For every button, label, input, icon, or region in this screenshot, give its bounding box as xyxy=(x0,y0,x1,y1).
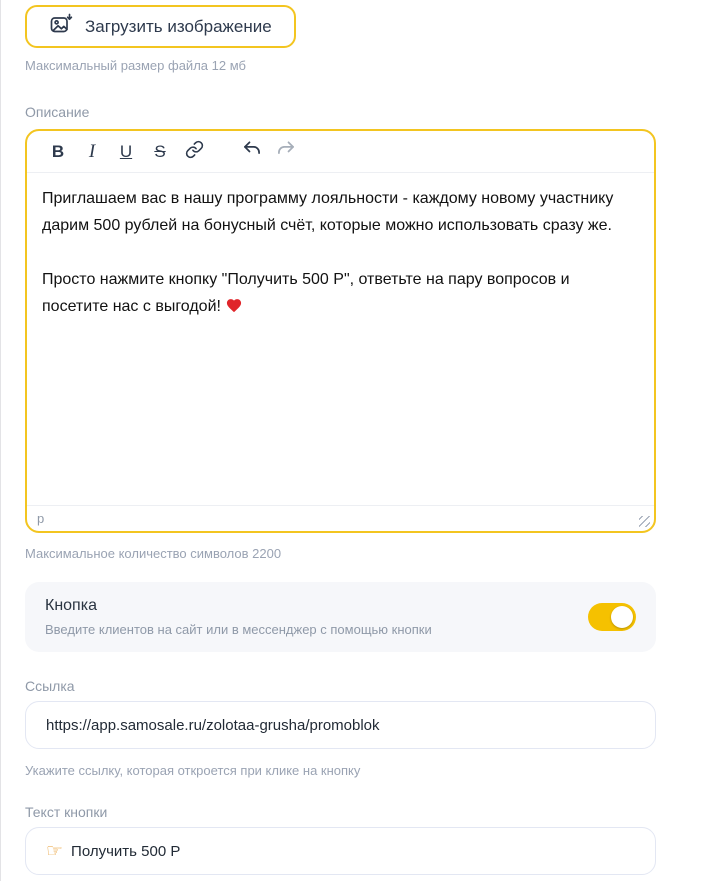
editor-toolbar xyxy=(27,131,654,173)
card-title: Кнопка xyxy=(45,597,97,614)
link-icon xyxy=(185,140,204,164)
link-input[interactable] xyxy=(25,701,656,749)
undo-button[interactable] xyxy=(235,136,269,168)
editor-resize-handle[interactable] xyxy=(639,516,650,527)
italic-button[interactable]: I xyxy=(75,136,109,168)
pointing-finger-icon: ☞ xyxy=(46,839,64,862)
upload-hint: Максимальный размер файла 12 мб xyxy=(25,58,246,73)
button-text-label: Текст кнопки xyxy=(25,804,108,820)
description-textarea[interactable] xyxy=(27,173,654,505)
description-paragraph: Приглашаем вас в нашу программу лояльности - каждому новому участнику дарим 500 рублей на бонусный счёт, которые можно использовать сразу же. xyxy=(42,190,614,234)
card-subtitle: Введите клиентов на сайт или в мессенджер с помощью кнопки xyxy=(45,622,432,637)
redo-icon xyxy=(276,139,296,164)
description-editor xyxy=(25,129,656,533)
redo-button[interactable] xyxy=(269,136,303,168)
toggle-knob xyxy=(611,606,633,628)
heart-icon xyxy=(225,296,243,323)
link-button[interactable] xyxy=(177,136,211,168)
image-upload-icon xyxy=(49,12,73,41)
description-paragraph: Просто нажмите кнопку "Получить 500 Р", ответьте на пару вопросов и посетите нас с выгодой! xyxy=(42,266,639,323)
link-hint: Укажите ссылку, которая откроется при клике на кнопку xyxy=(25,763,361,778)
link-label: Ссылка xyxy=(25,678,75,694)
card-text xyxy=(45,597,432,637)
upload-image-button[interactable] xyxy=(25,5,296,48)
strikethrough-button[interactable]: S xyxy=(143,136,177,168)
button-text-input[interactable] xyxy=(25,827,656,875)
button-text-value: Получить 500 Р xyxy=(71,842,181,860)
button-enabled-toggle[interactable] xyxy=(588,603,636,631)
editor-tag-breadcrumb: p xyxy=(37,511,45,526)
description-empty-line xyxy=(42,239,639,266)
button-settings-card xyxy=(25,582,656,652)
editor-statusbar xyxy=(27,505,654,531)
underline-button[interactable]: U xyxy=(109,136,143,168)
undo-icon xyxy=(242,139,262,164)
description-label: Описание xyxy=(25,104,90,120)
upload-button-label: Загрузить изображение xyxy=(85,16,272,36)
bold-button[interactable]: B xyxy=(41,136,75,168)
char-limit-hint: Максимальное количество символов 2200 xyxy=(25,546,282,561)
